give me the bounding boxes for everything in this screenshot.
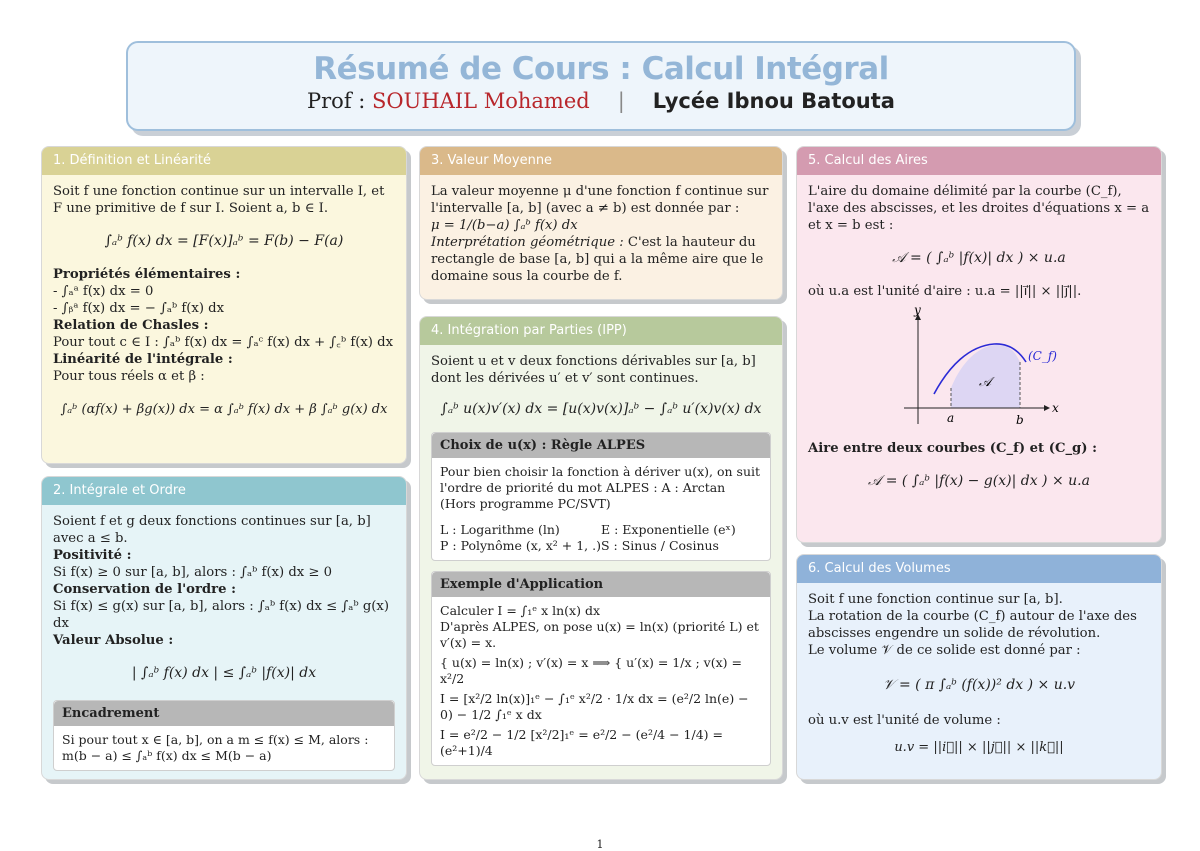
encadrement-box [53,700,395,771]
b-label: b [1016,413,1024,426]
card-title: 5. Calcul des Aires [797,147,1161,175]
card-order [41,476,407,780]
order-conservation-title: Conservation de l'ordre : [53,582,236,597]
order-intro: Soient f et g deux fonctions continues sur [a, b] avec a ≤ b. [53,514,371,546]
example-box [431,571,771,766]
header-separator: | [617,89,625,113]
definition-intro: Soit f une fonction continue sur un intervalle I, et F une primitive de f sur I. Soient a, b ∈ I. [53,184,385,216]
mean-formula: μ = 1/(b−a) ∫ₐᵇ f(x) dx [431,218,578,233]
cf-label: (C_f) [1028,349,1057,363]
document-header [126,41,1076,131]
example-line-2: D'après ALPES, on pose u(x) = ln(x) (priorité L) et v′(x) = x. [440,619,759,650]
area-label: 𝒜 [979,375,992,390]
absolute-value-title: Valeur Absolue : [53,633,174,648]
between-curves-title: Aire entre deux courbes (C_f) et (C_g) : [808,441,1097,456]
interpretation-text: C'est la hauteur du rectangle de base [a, b] qui a la même aire que le domaine sous la courbe de f. [431,235,764,284]
order-conservation-text: Si f(x) ≤ g(x) sur [a, b], alors : ∫ₐᵇ f(x) dx ≤ ∫ₐᵇ g(x) dx [53,599,390,631]
volume-line-1: Soit f une fonction continue sur [a, b]. [808,592,1063,607]
property-1: - ∫ₐᵃ f(x) dx = 0 [53,284,154,299]
card-title: 4. Intégration par Parties (IPP) [420,317,782,345]
volume-unit: u.v = ||i⃗|| × ||j⃗|| × ||k⃗|| [894,740,1064,755]
alpes-logarithm: L : Logarithme (ln) [440,522,560,537]
example-line-1: Calculer I = ∫₁ᵉ x ln(x) dx [440,603,601,618]
page-number: 1 [596,838,604,851]
alpes-intro: Pour bien choisir la fonction à dériver u(x), on suit l'ordre de priorité du mot ALPES : A : Arctan (Hors programme PC/SVT) [440,464,761,511]
card-title: 3. Valeur Moyenne [420,147,782,175]
linearity-formula: ∫ₐᵇ (αf(x) + βg(x)) dx = α ∫ₐᵇ f(x) dx + β ∫ₐᵇ g(x) dx [60,402,388,417]
volume-line-2: La rotation de la courbe (C_f) autour de l'axe des abscisses engendre un solide de révolution. [808,609,1137,641]
fundamental-formula: ∫ₐᵇ f(x) dx = [F(x)]ₐᵇ = F(b) − F(a) [104,233,344,249]
properties-title: Propriétés élémentaires : [53,267,241,282]
a-label: a [947,411,955,425]
volume-unit-intro: où u.v est l'unité de volume : [808,713,1001,728]
positivity-text: Si f(x) ≥ 0 sur [a, b], alors : ∫ₐᵇ f(x) dx ≥ 0 [53,565,333,580]
card-areas [796,146,1162,543]
example-line-5: I = e²/2 − 1/2 [x²/2]₁ᵉ = e²/2 − (e²/4 − 1/4) = (e²+1)/4 [440,727,723,758]
prof-name: SOUHAIL Mohamed [372,89,590,113]
card-mean-value [419,146,783,300]
example-line-3: { u(x) = ln(x) ; v′(x) = x ⟹ { u′(x) = 1/x ; v(x) = x²/2 [440,655,742,686]
alpes-polynomial: P : Polynôme (x, x² + 1, .) [440,538,601,553]
example-line-4: I = [x²/2 ln(x)]₁ᵉ − ∫₁ᵉ x²/2 · 1/x dx = (e²/2 ln(e) − 0) − 1/2 ∫₁ᵉ x dx [440,691,749,722]
volume-formula: 𝒱 = ( π ∫ₐᵇ (f(x))² dx ) × u.v [882,677,1076,693]
between-curves-formula: 𝒜 = ( ∫ₐᵇ |f(x) − g(x)| dx ) × u.a [868,473,1090,489]
x-label: x [1052,401,1059,415]
area-intro: L'aire du domaine délimité par la courbe (C_f), l'axe des abscisses, et les droites d'équations x = a et x = b est : [808,184,1150,233]
mean-intro: La valeur moyenne μ d'une fonction f continue sur l'intervalle [a, b] (avec a ≠ b) est donnée par : [431,184,769,216]
encadrement-title: Encadrement [54,701,394,726]
interpretation-label: Interprétation géométrique : [431,235,624,250]
absolute-value-formula: | ∫ₐᵇ f(x) dx | ≤ ∫ₐᵇ |f(x)| dx [131,665,317,681]
card-title: 1. Définition et Linéarité [42,147,406,175]
alpes-exponential: E : Exponentielle (eˣ) [601,522,736,537]
card-title: 6. Calcul des Volumes [797,555,1161,583]
document-title: Résumé de Cours : Calcul Intégral [313,51,889,87]
alpes-row-2 [440,538,762,554]
prof-label: Prof : [307,89,373,113]
y-label: y [914,306,921,317]
alpes-title: Choix de u(x) : Règle ALPES [432,433,770,458]
chasles-formula: Pour tout c ∈ I : ∫ₐᵇ f(x) dx = ∫ₐᶜ f(x) dx + ∫꜀ᵇ f(x) dx [53,335,394,350]
mean-interpretation [431,234,771,285]
example-title: Exemple d'Application [432,572,770,597]
linearity-title: Linéarité de l'intégrale : [53,352,233,367]
alpes-box [431,432,771,561]
card-definition [41,146,407,464]
chasles-title: Relation de Chasles : [53,318,209,333]
card-volumes [796,554,1162,780]
author-line [128,89,1074,113]
school-name: Lycée Ibnou Batouta [652,89,895,113]
property-2: - ∫ᵦᵃ f(x) dx = − ∫ₐᵇ f(x) dx [53,301,225,316]
area-unit: où u.a est l'unité d'aire : u.a = ||i⃗|| × ||j⃗||. [808,284,1082,299]
encadrement-text: Si pour tout x ∈ [a, b], on a m ≤ f(x) ≤ M, alors : m(b − a) ≤ ∫ₐᵇ f(x) dx ≤ M(b − a) [62,732,369,763]
area-graph [894,306,1064,426]
alpes-sinus: S : Sinus / Cosinus [601,538,719,553]
ipp-intro: Soient u et v deux fonctions dérivables sur [a, b] dont les dérivées u′ et v′ sont continues. [431,354,756,386]
volume-line-3: Le volume 𝒱 de ce solide est donné par : [808,643,1081,658]
alpes-row-1 [440,522,762,538]
area-formula: 𝒜 = ( ∫ₐᵇ |f(x)| dx ) × u.a [892,250,1066,266]
positivity-title: Positivité : [53,548,132,563]
card-ipp [419,316,783,780]
ipp-formula: ∫ₐᵇ u(x)v′(x) dx = [u(x)v(x)]ₐᵇ − ∫ₐᵇ u′(x)v(x) dx [440,401,762,417]
linearity-intro: Pour tous réels α et β : [53,369,205,384]
card-title: 2. Intégrale et Ordre [42,477,406,505]
